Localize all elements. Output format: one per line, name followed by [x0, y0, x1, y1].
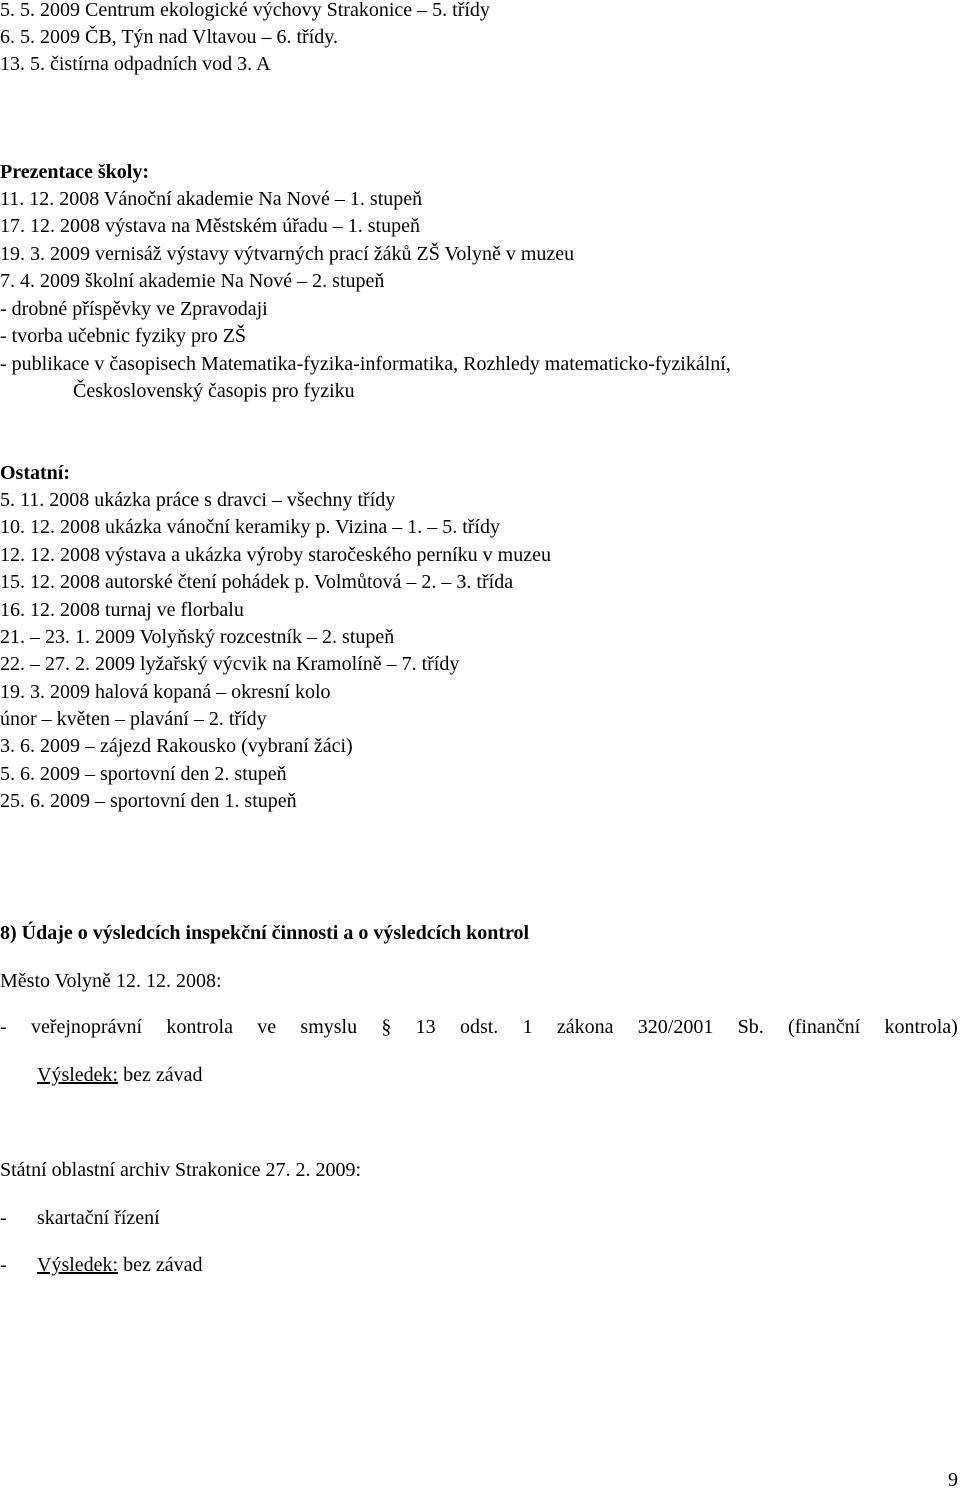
event-line: 6. 5. 2009 ČB, Týn nad Vltavou – 6. třídy. [0, 26, 338, 48]
city-control-item [0, 1014, 958, 1041]
control-word: 1 [522, 1016, 533, 1038]
control-word: 13 [415, 1016, 436, 1038]
presentation-item: 19. 3. 2009 vernisáž výstavy výtvarných prací žáků ZŠ Volyně v muzeu [0, 243, 575, 265]
list-dash: - [0, 1254, 7, 1276]
control-word: veřejnoprávní [30, 1016, 143, 1038]
city-control-title: Město Volyně 12. 12. 2008: [0, 970, 222, 992]
presentation-item: - tvorba učebnic fyziky pro ZŠ [0, 325, 247, 347]
other-item: 16. 12. 2008 turnaj ve florbalu [0, 599, 244, 621]
control-word: ve [257, 1016, 277, 1038]
presentation-item: - publikace v časopisech Matematika-fyzika-informatika, Rozhledy matematicko-fyzikální, [0, 353, 731, 375]
archive-item [0, 1205, 160, 1232]
other-heading: Ostatní: [0, 462, 70, 484]
presentation-heading: Prezentace školy: [0, 161, 150, 183]
other-item: 10. 12. 2008 ukázka vánoční keramiky p. Vizina – 1. – 5. třídy [0, 516, 500, 538]
section-8-heading [0, 920, 529, 947]
list-dash: - [0, 1016, 7, 1038]
event-line: 13. 5. čistírna odpadních vod 3. A [0, 53, 271, 75]
result-label: Výsledek: [37, 1064, 119, 1086]
other-item: 3. 6. 2009 – zájezd Rakousko (vybraní žáci) [0, 735, 353, 757]
presentation-continuation: Československý časopis pro fyziku [73, 380, 355, 402]
control-word: Sb. [737, 1016, 764, 1038]
presentation-item: 17. 12. 2008 výstava na Městském úřadu – 1. stupeň [0, 215, 420, 237]
presentation-item: - drobné příspěvky ve Zpravodaji [0, 298, 268, 320]
other-item: 15. 12. 2008 autorské čtení pohádek p. Volmůtová – 2. – 3. třída [0, 571, 514, 593]
archive-result [0, 1252, 202, 1279]
result-value: bez závad [118, 1064, 203, 1086]
presentation-item: 11. 12. 2008 Vánoční akademie Na Nové – 1. stupeň [0, 188, 423, 210]
section-8-heading-text: 8) Údaje o výsledcích inspekční činnosti a o výsledcích kontrol [0, 922, 530, 944]
other-item: 5. 6. 2009 – sportovní den 2. stupeň [0, 763, 287, 785]
list-dash: - [0, 1207, 7, 1229]
archive-title: Státní oblastní archiv Strakonice 27. 2. 2009: [0, 1159, 362, 1181]
control-word: kontrola [166, 1016, 233, 1038]
other-item: 21. – 23. 1. 2009 Volyňský rozcestník – 2. stupeň [0, 626, 395, 648]
archive-item-text: skartační řízení [37, 1207, 160, 1229]
result-value: bez závad [118, 1254, 203, 1276]
control-word: (finanční [788, 1016, 861, 1038]
result-label: Výsledek: [37, 1254, 119, 1276]
city-control-result [37, 1062, 202, 1089]
control-word: zákona [556, 1016, 614, 1038]
control-word: smyslu [300, 1016, 358, 1038]
other-item: 25. 6. 2009 – sportovní den 1. stupeň [0, 790, 297, 812]
other-item: 12. 12. 2008 výstava a ukázka výroby staročeského perníku v muzeu [0, 544, 551, 566]
presentation-item: 7. 4. 2009 školní akademie Na Nové – 2. stupeň [0, 270, 385, 292]
control-word: odst. [459, 1016, 499, 1038]
other-item: 19. 3. 2009 halová kopaná – okresní kolo [0, 681, 331, 703]
control-word: kontrola) [884, 1016, 958, 1038]
control-word: 320/2001 [637, 1016, 714, 1038]
other-item: únor – květen – plavání – 2. třídy [0, 708, 267, 730]
section-sign: § [381, 1016, 392, 1038]
event-line: 5. 5. 2009 Centrum ekologické výchovy Strakonice – 5. třídy [0, 0, 490, 21]
page-number: 9 [948, 1469, 958, 1491]
other-item: 22. – 27. 2. 2009 lyžařský výcvik na Kramolíně – 7. třídy [0, 653, 460, 675]
other-item: 5. 11. 2008 ukázka práce s dravci – všechny třídy [0, 489, 396, 511]
